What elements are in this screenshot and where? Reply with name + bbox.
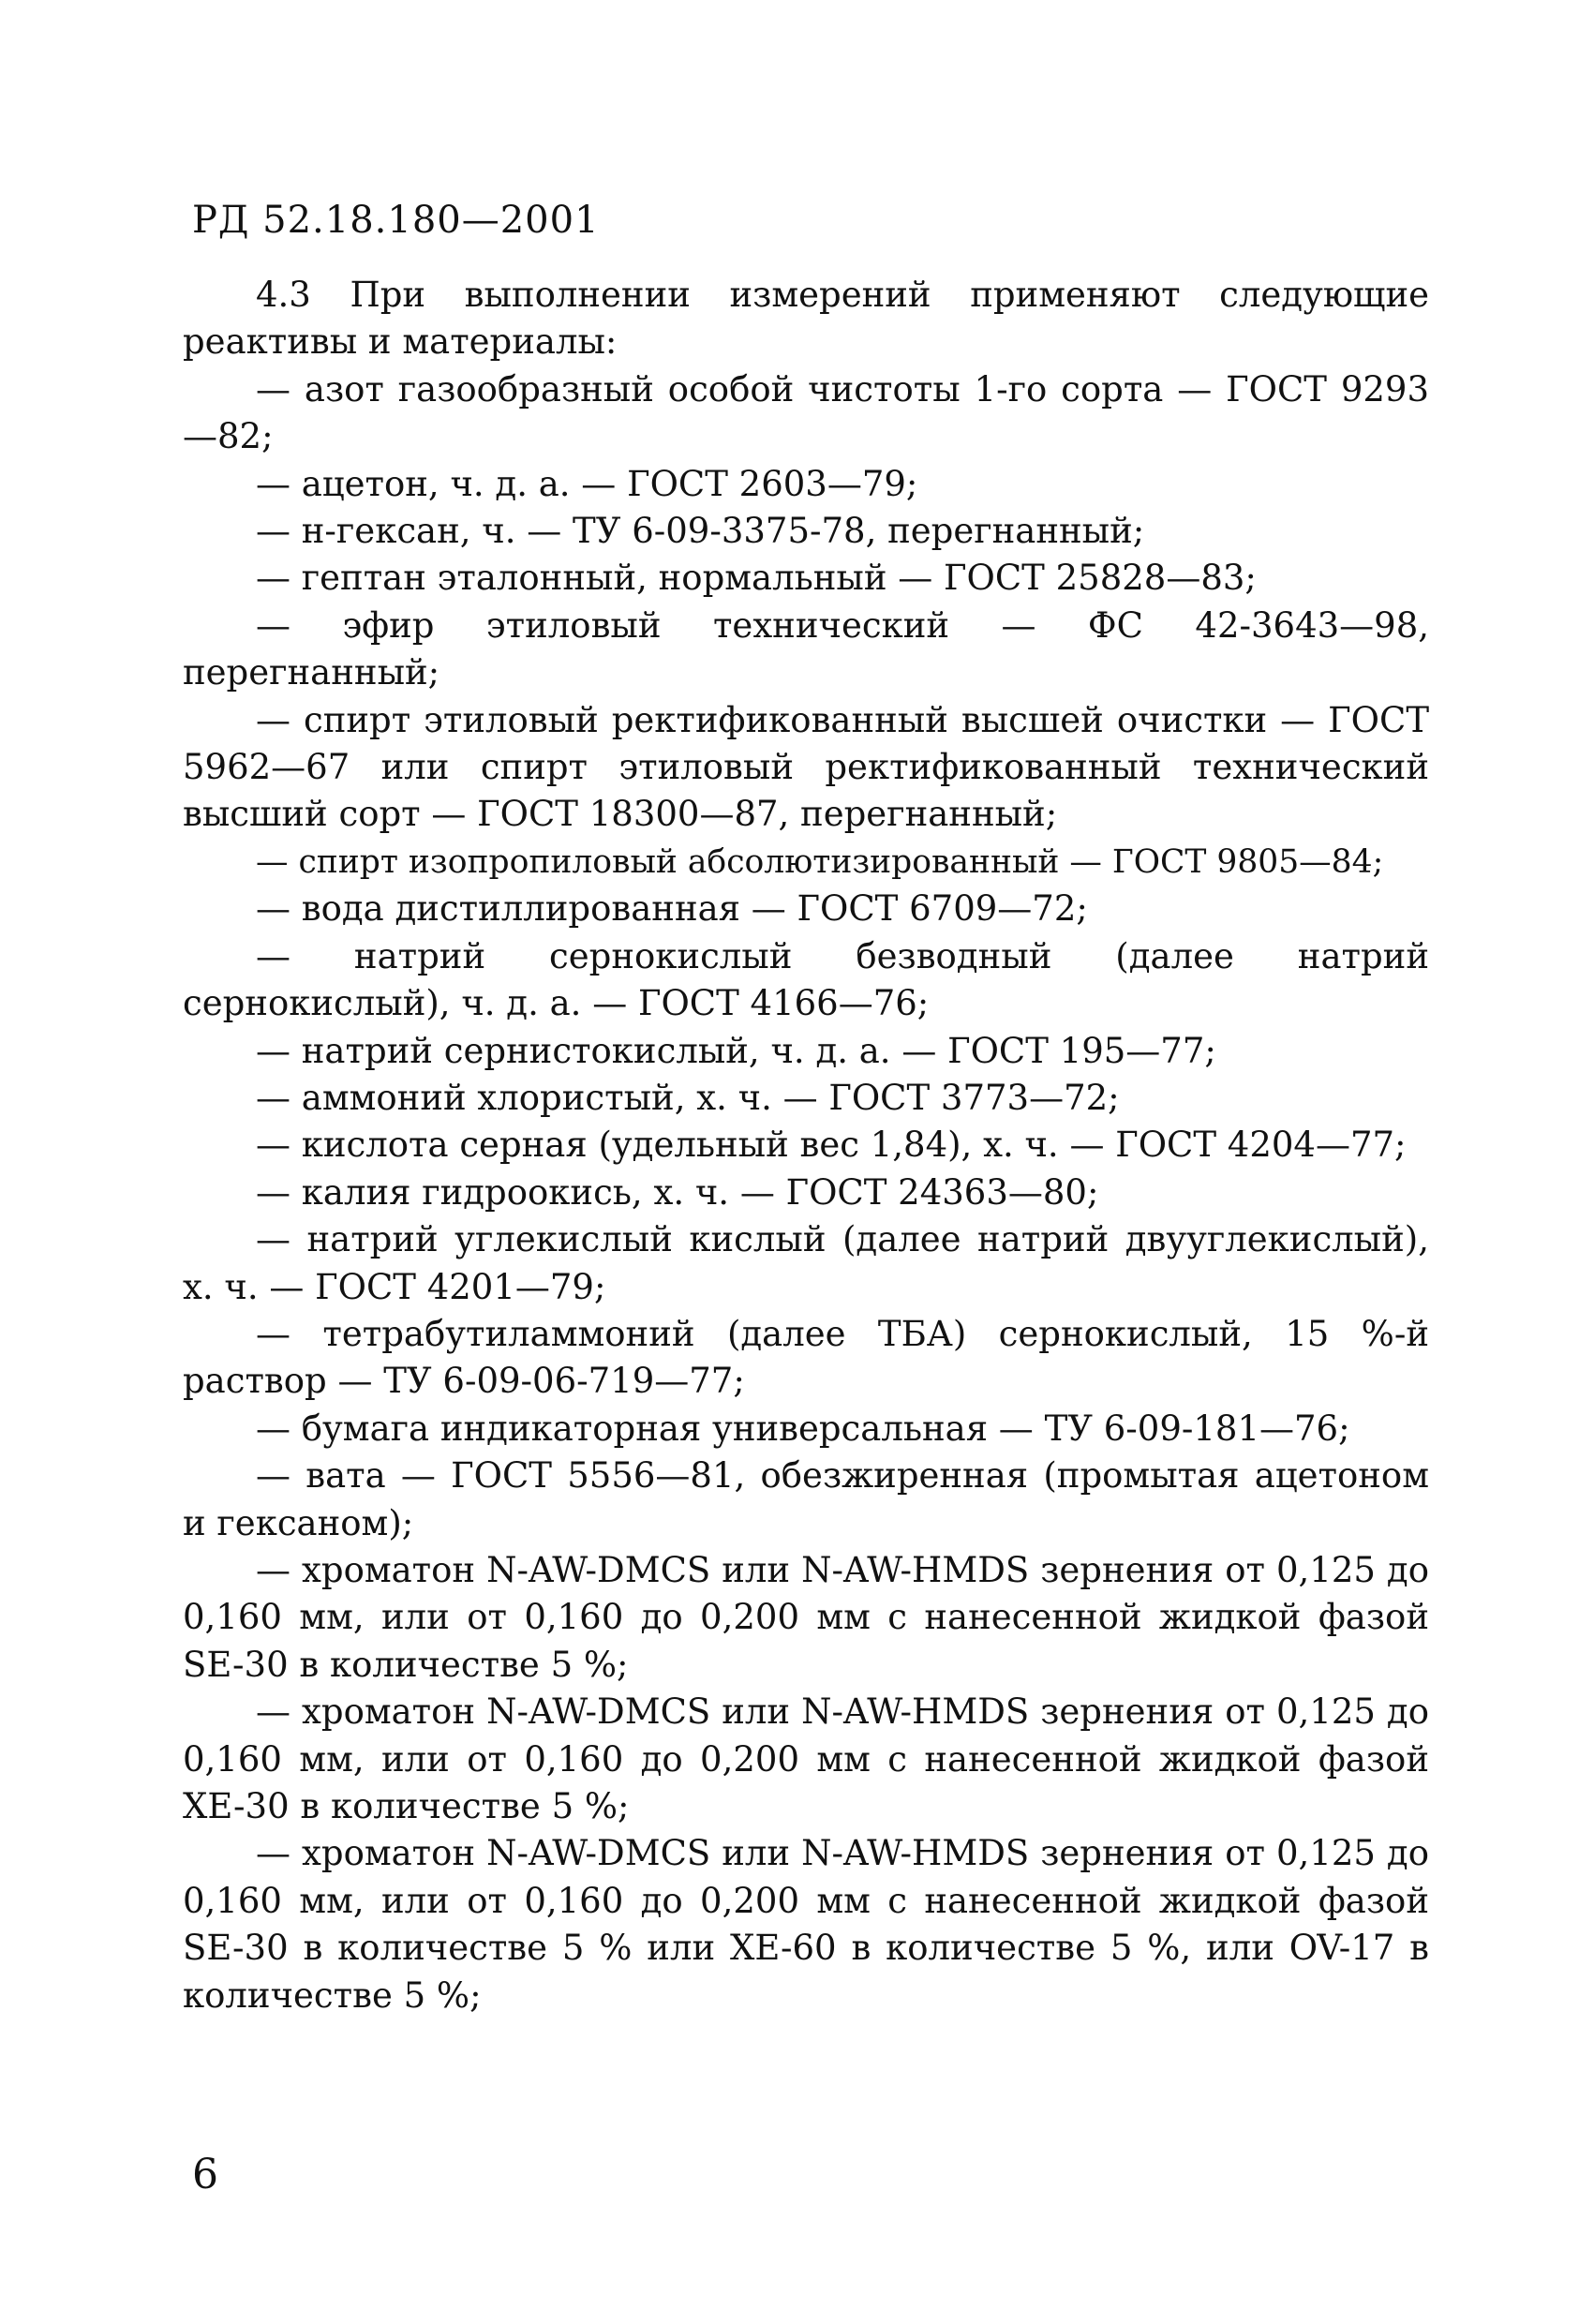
list-item: — ацетон, ч. д. а. — ГОСТ 2603—79;	[256, 463, 918, 504]
list-item: — спирт изопропиловый абсолютизированный — ГОСТ 9805—84;	[256, 842, 1384, 881]
document-header: РД 52.18.180—2001	[192, 199, 600, 242]
list-item: — хроматон N-AW-DMCS или N-AW-HMDS зернения от 0,125 до 0,160 мм, или от 0,160 до 0,200 мм с нанесенной жидкой фазой SE-30 в количестве 5 %;	[183, 1549, 1429, 1685]
list-item: — эфир этиловый технический — ФС 42-3643—98, перегнанный;	[183, 604, 1429, 693]
document-body	[183, 272, 1429, 2019]
list-item: — аммоний хлористый, х. ч. — ГОСТ 3773—72;	[256, 1077, 1120, 1118]
list-item: — тетрабутиламмоний (далее ТБА) сернокислый, 15 %-й раствор — ТУ 6-09-06-719—77;	[183, 1313, 1429, 1402]
list-item: — натрий сернистокислый, ч. д. а. — ГОСТ 195—77;	[256, 1030, 1216, 1071]
list-item: — спирт этиловый ректификованный высшей очистки — ГОСТ 5962—67 или спирт этиловый ректификованный технический высший сорт — ГОСТ 18300—87, перегнанный;	[183, 699, 1429, 835]
list-item: — вода дистиллированная — ГОСТ 6709—72;	[256, 888, 1088, 930]
list-item: — азот газообразный особой чистоты 1-го сорта — ГОСТ 9293—82;	[183, 368, 1429, 457]
list-item: — гептан эталонный, нормальный — ГОСТ 25828—83;	[256, 558, 1257, 599]
page-number: 6	[192, 2151, 218, 2198]
list-item: — бумага индикаторная универсальная — ТУ 6-09-181—76;	[256, 1408, 1350, 1449]
list-item: — калия гидроокись, х. ч. — ГОСТ 24363—80;	[256, 1171, 1099, 1213]
section-intro: 4.3 При выполнении измерений применяют следующие реактивы и материалы:	[183, 275, 1429, 363]
list-item: — кислота серная (удельный вес 1,84), х. ч. — ГОСТ 4204—77;	[256, 1125, 1407, 1166]
list-item: — натрий сернокислый безводный (далее натрий сернокислый), ч. д. а. — ГОСТ 4166—76;	[183, 935, 1429, 1024]
list-item: — хроматон N-AW-DMCS или N-AW-HMDS зернения от 0,125 до 0,160 мм, или от 0,160 до 0,200 мм с нанесенной жидкой фазой SE-30 в количестве 5 % или XE-60 в количестве 5 %, или OV-17 в количестве 5 %;	[183, 1833, 1429, 2016]
list-item: — вата — ГОСТ 5556—81, обезжиренная (промытая ацетоном и гексаном);	[183, 1455, 1429, 1543]
list-item: — натрий углекислый кислый (далее натрий двууглекислый), х. ч. — ГОСТ 4201—79;	[183, 1219, 1429, 1307]
list-item: — н-гексан, ч. — ТУ 6-09-3375-78, перегнанный;	[256, 511, 1145, 552]
list-item: — хроматон N-AW-DMCS или N-AW-HMDS зернения от 0,125 до 0,160 мм, или от 0,160 до 0,200 мм с нанесенной жидкой фазой XE-30 в количестве 5 %;	[183, 1691, 1429, 1826]
